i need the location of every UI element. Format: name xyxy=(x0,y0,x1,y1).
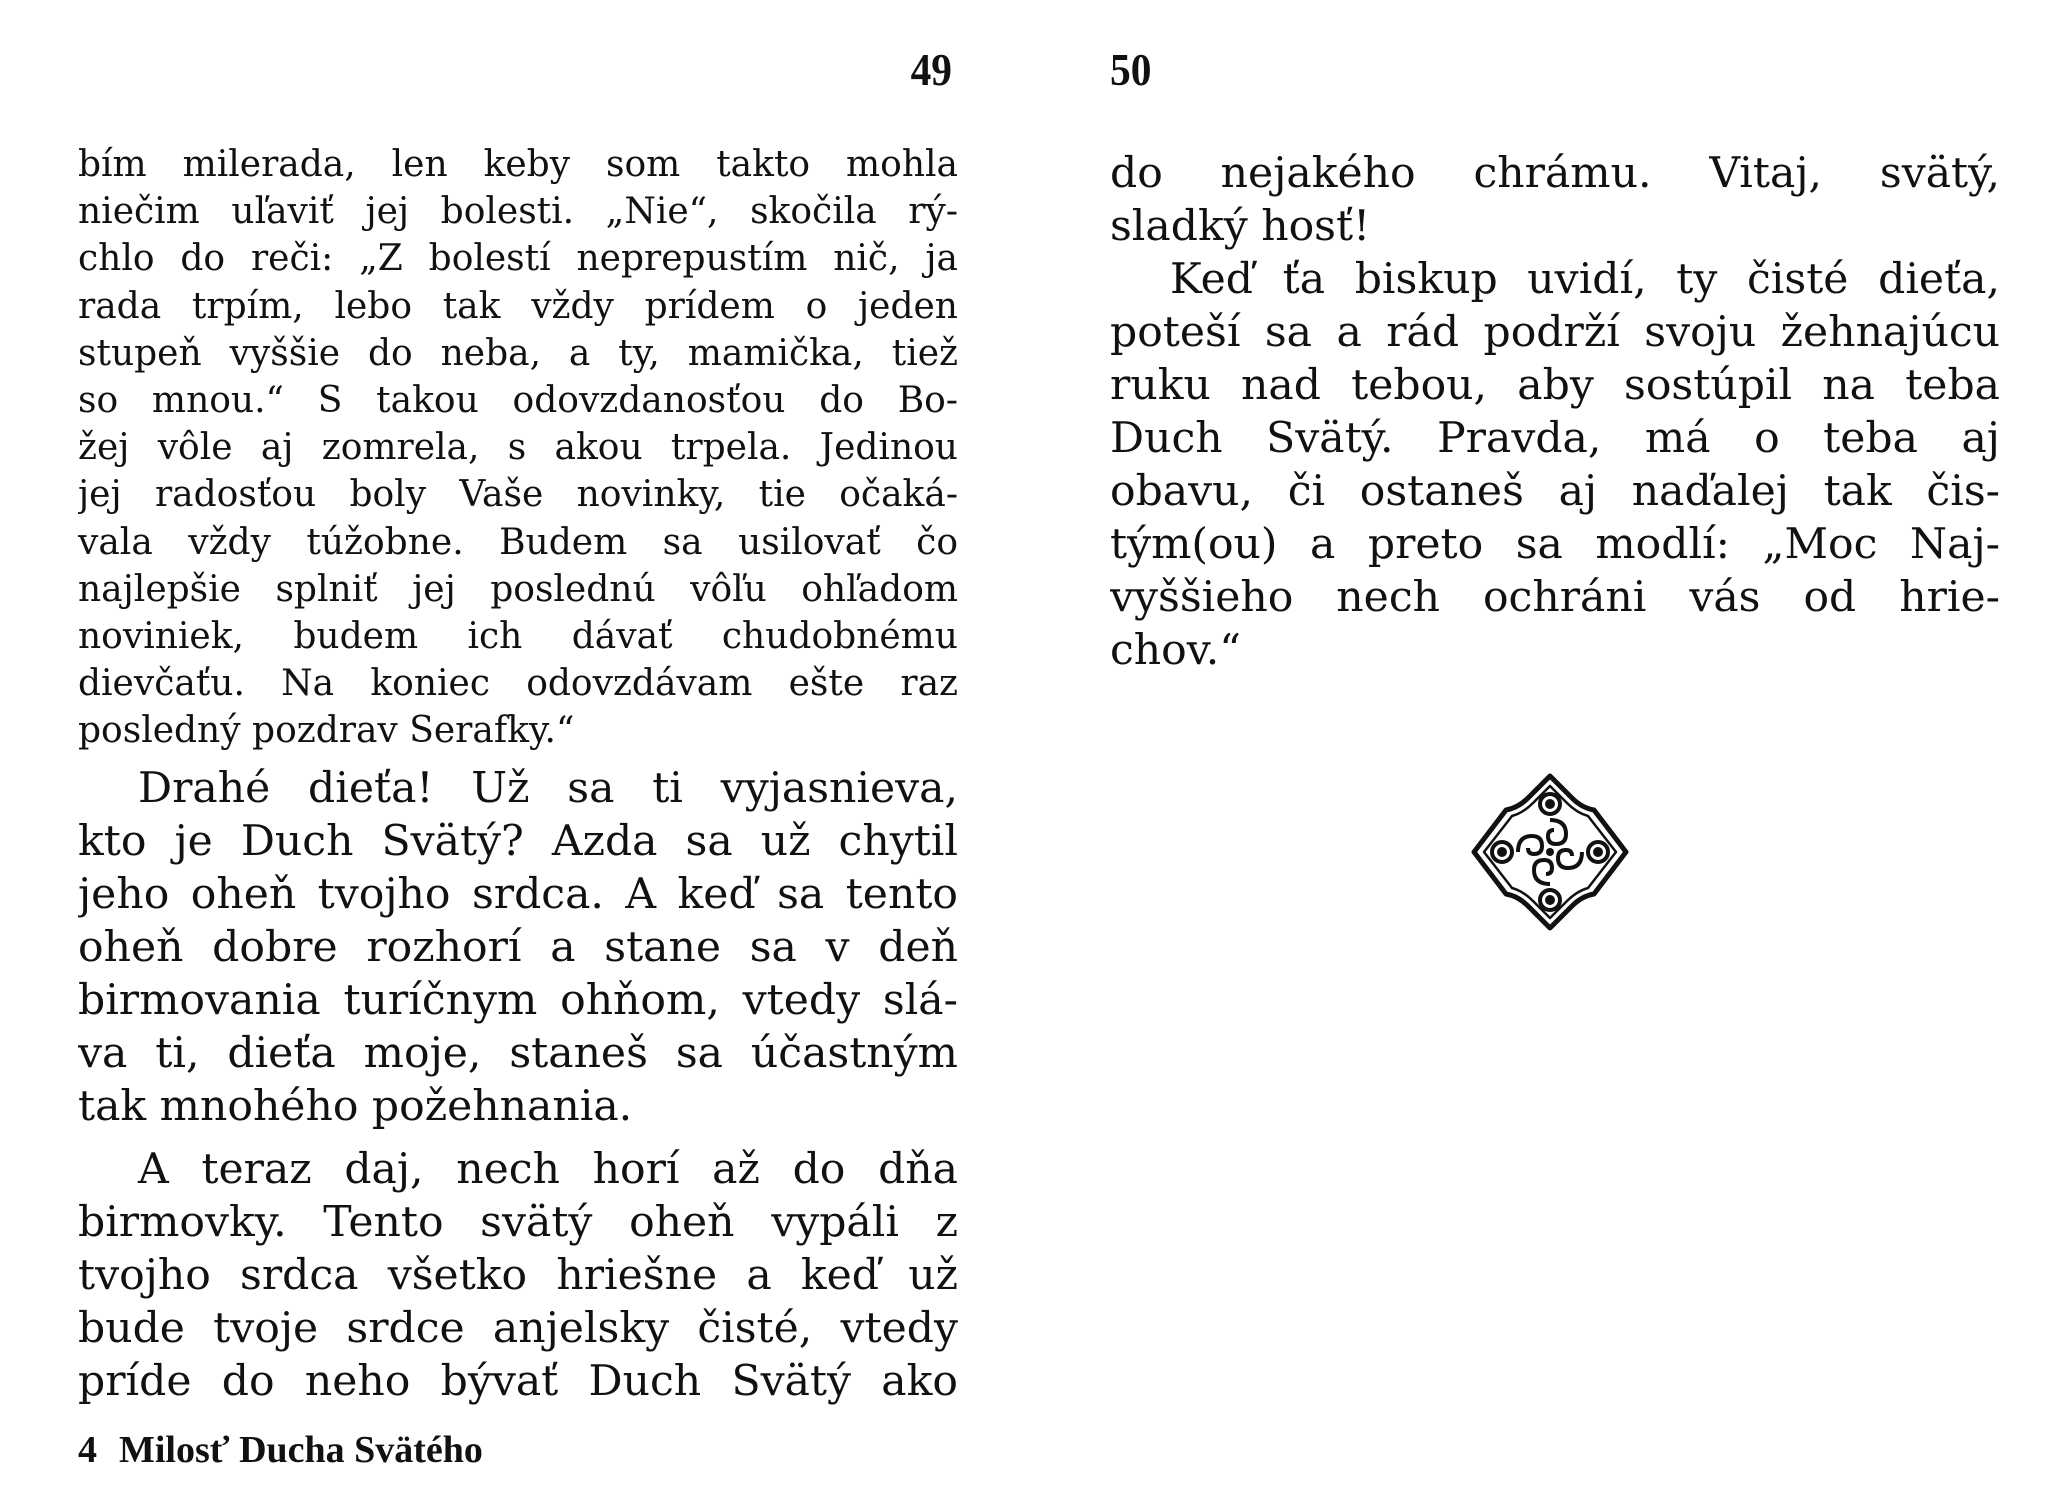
text-line: Drahé dieťa! Už sa ti vyjasnieva, xyxy=(138,764,958,813)
text-line: stupeň vyššie do neba, a ty, mamička, tiež xyxy=(78,332,958,374)
body-paragraph xyxy=(1110,253,2000,677)
signature-number: 4 xyxy=(78,1429,97,1471)
text-line: Duch Svätý. Pravda, má o teba aj xyxy=(1110,414,2000,463)
text-line: príde do neho bývať Duch Svätý ako xyxy=(78,1357,958,1406)
text-line: Keď ťa biskup uvidí, ty čisté dieťa, xyxy=(1170,255,2000,304)
body-paragraph xyxy=(1110,147,2000,253)
text-line: sladký hosť! xyxy=(1110,202,1371,251)
text-line: vyššieho nech ochráni vás od hrie- xyxy=(1110,573,2000,622)
text-line: poteší sa a rád podrží svoju žehnajúcu xyxy=(1110,308,2000,357)
text-line: jeho oheň tvojho srdca. A keď sa tento xyxy=(78,870,958,919)
text-line: A teraz daj, nech horí až do dňa xyxy=(138,1145,958,1194)
text-line: dievčaťu. Na koniec odovzdávam ešte raz xyxy=(78,663,958,705)
text-line: vala vždy túžobne. Budem sa usilovať čo xyxy=(78,521,958,563)
text-line: najlepšie splniť jej poslednú vôľu ohľadom xyxy=(78,568,958,610)
page-number: 50 xyxy=(1110,44,1152,95)
text-line: niečim uľaviť jej bolesti. „Nie“, skočila rý- xyxy=(78,191,958,233)
signature-text: Milosť Ducha Svätého xyxy=(119,1429,483,1471)
text-line: oheň dobre rozhorí a stane sa v deň xyxy=(78,923,958,972)
text-line: ruku nad tebou, aby sostúpil na teba xyxy=(1110,361,2000,410)
text-line: tvojho srdca všetko hriešne a keď už xyxy=(78,1251,958,1300)
letter-paragraph xyxy=(78,141,958,755)
body-paragraph xyxy=(78,762,958,1133)
text-line: žej vôle aj zomrela, s akou trpela. Jedinou xyxy=(78,427,958,469)
text-line: va ti, dieťa moje, staneš sa účastným xyxy=(78,1029,958,1078)
text-line: birmovania turíčnym ohňom, vtedy slá- xyxy=(78,976,958,1025)
text-line: bude tvoje srdce anjelsky čisté, vtedy xyxy=(78,1304,958,1353)
text-line: rada trpím, lebo tak vždy prídem o jeden xyxy=(78,285,958,327)
quatrefoil-ornament-icon xyxy=(1470,772,1630,932)
text-line: bím milerada, len keby som takto mohla xyxy=(78,144,958,185)
signature-line xyxy=(78,1428,483,1472)
text-line: do nejakého chrámu. Vitaj, svätý, xyxy=(1110,149,2000,198)
text-line: tak mnohého požehnania. xyxy=(78,1082,633,1131)
body-paragraph xyxy=(78,1143,958,1408)
text-line: so mnou.“ S takou odovzdanosťou do Bo- xyxy=(78,380,958,422)
text-line: obavu, či ostaneš aj naďalej tak čis- xyxy=(1110,467,2000,516)
text-line: chlo do reči: „Z bolestí neprepustím nič, ja xyxy=(78,238,958,280)
text-line: birmovky. Tento svätý oheň vypáli z xyxy=(78,1198,958,1247)
text-line: posledný pozdrav Serafky.“ xyxy=(78,710,575,752)
text-line: tým(ou) a preto sa modlí: „Moc Naj- xyxy=(1110,520,2000,569)
text-line: jej radosťou boly Vaše novinky, tie očaká- xyxy=(78,474,958,516)
text-line: chov.“ xyxy=(1110,626,1241,675)
text-line: noviniek, budem ich dávať chudobnému xyxy=(78,616,958,658)
page-number: 49 xyxy=(910,44,952,95)
text-line: kto je Duch Svätý? Azda sa už chytil xyxy=(78,817,958,866)
